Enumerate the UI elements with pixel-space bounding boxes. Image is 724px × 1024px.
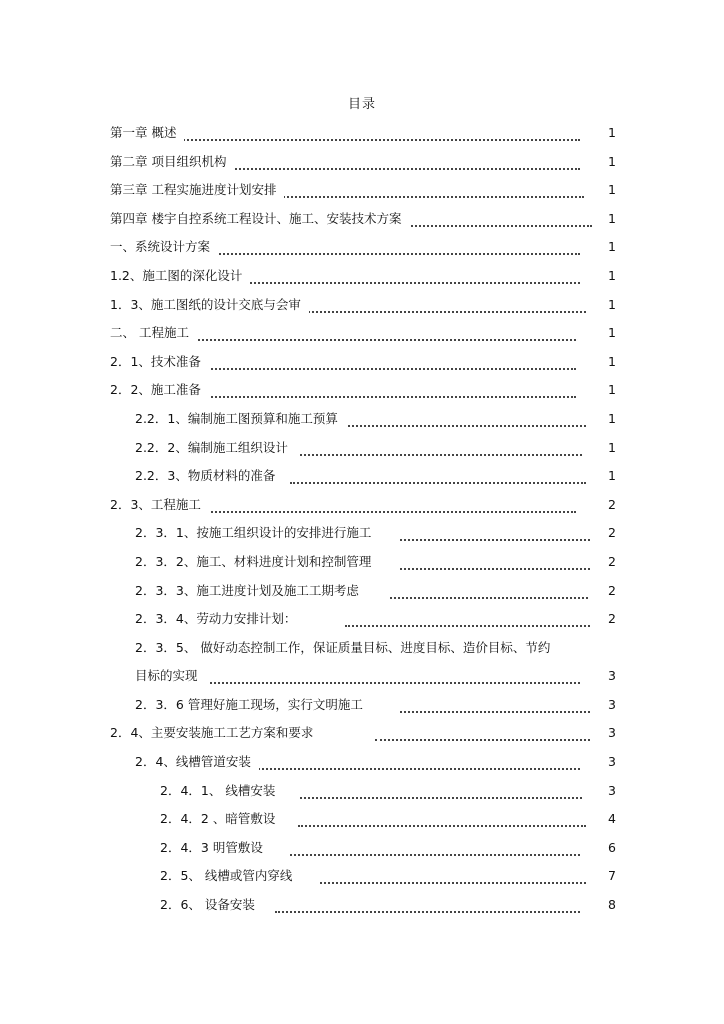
toc-entry-text: 2．6、 设备安装 (160, 891, 263, 920)
toc-entry-page: 3 (608, 696, 616, 712)
toc-entry-page: 2 (608, 496, 616, 512)
toc-entry-page: 7 (608, 868, 616, 884)
toc-entry-page: 6 (608, 839, 616, 855)
toc-leader (400, 223, 592, 227)
toc-entry-page: 3 (608, 754, 616, 770)
toc-entry-text: 2．3．2、施工、材料进度计划和控制管理 (135, 548, 379, 577)
toc-entry[interactable] (0, 119, 724, 148)
toc-entry-page: 2 (608, 611, 616, 627)
toc-entry-text: 2.2．1、编制施工图预算和施工预算 (135, 405, 346, 434)
toc-entry-page: 1 (608, 468, 616, 484)
toc-entry[interactable] (0, 662, 724, 691)
toc-entry-text: 一、系统设计方案 (110, 233, 218, 262)
toc-entry-page: 1 (608, 410, 616, 426)
toc-entry-page: 1 (608, 296, 616, 312)
toc-entry-text: 2．5、 线槽或管内穿线 (160, 862, 300, 891)
toc-entry-text: 2．4．3 明管敷设 (160, 834, 271, 863)
toc-leader (210, 680, 580, 684)
toc-leader (400, 566, 590, 570)
toc-entry-page: 1 (608, 153, 616, 169)
toc-entry[interactable] (0, 634, 724, 663)
toc-entry-page: 1 (608, 125, 616, 140)
toc-entry-text: 2．4．2 、暗管敷设 (160, 805, 283, 834)
toc-leader (290, 480, 586, 484)
toc-entry-text: 第四章 楼宇自控系统工程设计、施工、安装技术方案 (110, 205, 409, 234)
toc-entry-text: 2．3．1、按施工组织设计的安排进行施工 (135, 519, 379, 548)
toc-entry-page: 1 (608, 325, 616, 341)
toc-entry[interactable] (0, 291, 724, 320)
toc-entry-text: 2.2．3、物质材料的准备 (135, 462, 283, 491)
toc-entry-text: 2．3、工程施工 (110, 491, 209, 520)
toc-entry-text: 2．4．1、 线槽安装 (160, 777, 283, 806)
toc-leader (390, 595, 588, 599)
toc-entry[interactable] (0, 262, 724, 291)
toc-entry[interactable] (0, 434, 724, 463)
toc-leader (200, 394, 576, 398)
toc-entry[interactable] (0, 719, 724, 748)
toc-leader (190, 337, 576, 341)
toc-entry-page: 4 (608, 811, 616, 827)
toc-entry-text: 2．2、施工准备 (110, 376, 209, 405)
toc-entry-page: 1 (608, 182, 616, 198)
toc-entry[interactable] (0, 691, 724, 720)
toc-entry-page: 1 (608, 439, 616, 455)
toc-entry[interactable] (0, 205, 724, 234)
toc-entry-text: 2.2．2、编制施工组织设计 (135, 434, 296, 463)
toc-leader (375, 737, 590, 741)
toc-entry[interactable] (0, 805, 724, 834)
toc-entry-text: 2．3．6 管理好施工现场，实行文明施工 (135, 691, 371, 720)
toc-entry[interactable] (0, 748, 724, 777)
toc-entry[interactable] (0, 548, 724, 577)
toc-entry-text: 1．3、施工图纸的设计交底与会审 (110, 291, 309, 320)
toc-entry-text: 2．3．3、施工进度计划及施工工期考虑 (135, 577, 367, 606)
toc-entry-text: 2．4、线槽管道安装 (135, 748, 259, 777)
toc-leader (345, 623, 590, 627)
toc-entry-page: 2 (608, 553, 616, 569)
toc-entry[interactable] (0, 348, 724, 377)
toc-entry-text: 2．3．4、劳动力安排计划： (135, 605, 304, 634)
toc-leader (200, 251, 580, 255)
toc-leader (300, 795, 582, 799)
toc-entry-text: 目标的实现 (135, 662, 206, 691)
toc-entry-page: 3 (608, 782, 616, 798)
toc-entry-text: 第一章 概述 (110, 119, 184, 148)
toc-entry[interactable] (0, 605, 724, 634)
toc-leader (290, 852, 580, 856)
toc-entry-page: 8 (608, 897, 616, 913)
toc-entry-text: 2．3．5、 做好动态控制工作，保证质量目标、进度目标、造价目标、节约 (135, 639, 551, 655)
toc-entry[interactable] (0, 491, 724, 520)
toc-leader (300, 309, 586, 313)
toc-leader (200, 366, 576, 370)
toc-leader (200, 166, 580, 170)
toc-entry-text: 第三章 工程实施进度计划安排 (110, 176, 284, 205)
toc-entry[interactable] (0, 862, 724, 891)
toc-entry[interactable] (0, 891, 724, 920)
toc-entry[interactable] (0, 148, 724, 177)
toc-leader (320, 880, 586, 884)
toc-leader (400, 537, 590, 541)
toc-entry-text: 2．1、技术准备 (110, 348, 209, 377)
toc-entry[interactable] (0, 319, 724, 348)
toc-leader (300, 452, 582, 456)
toc-list (0, 119, 724, 920)
toc-leader (200, 509, 576, 513)
toc-leader (255, 766, 580, 770)
toc-entry-page: 2 (608, 525, 616, 541)
toc-entry-page: 2 (608, 582, 616, 598)
toc-leader (275, 909, 580, 913)
toc-leader (298, 823, 586, 827)
toc-entry[interactable] (0, 233, 724, 262)
toc-entry-text: 第二章 项目组织机构 (110, 148, 234, 177)
toc-entry[interactable] (0, 519, 724, 548)
toc-entry[interactable] (0, 405, 724, 434)
toc-leader (230, 280, 580, 284)
toc-entry-page: 1 (608, 382, 616, 398)
toc-entry-text: 1.2、施工图的深化设计 (110, 262, 250, 291)
toc-entry[interactable] (0, 834, 724, 863)
toc-leader (400, 709, 590, 713)
toc-entry[interactable] (0, 376, 724, 405)
toc-entry[interactable] (0, 577, 724, 606)
toc-entry-page: 1 (608, 353, 616, 369)
toc-leader (340, 423, 586, 427)
toc-entry-page: 1 (608, 267, 616, 283)
toc-entry-text: 2．4、主要安装施工工艺方案和要求 (110, 719, 321, 748)
toc-title: 目录 (347, 97, 376, 112)
toc-entry-page: 3 (608, 668, 616, 684)
toc-leader (160, 137, 580, 141)
toc-entry[interactable] (0, 777, 724, 806)
toc-entry-text: 二、 工程施工 (110, 319, 197, 348)
toc-entry-page: 1 (608, 210, 616, 226)
toc-entry-page: 1 (608, 239, 616, 255)
toc-entry[interactable] (0, 176, 724, 205)
toc-entry[interactable] (0, 462, 724, 491)
toc-entry-page: 3 (608, 725, 616, 741)
